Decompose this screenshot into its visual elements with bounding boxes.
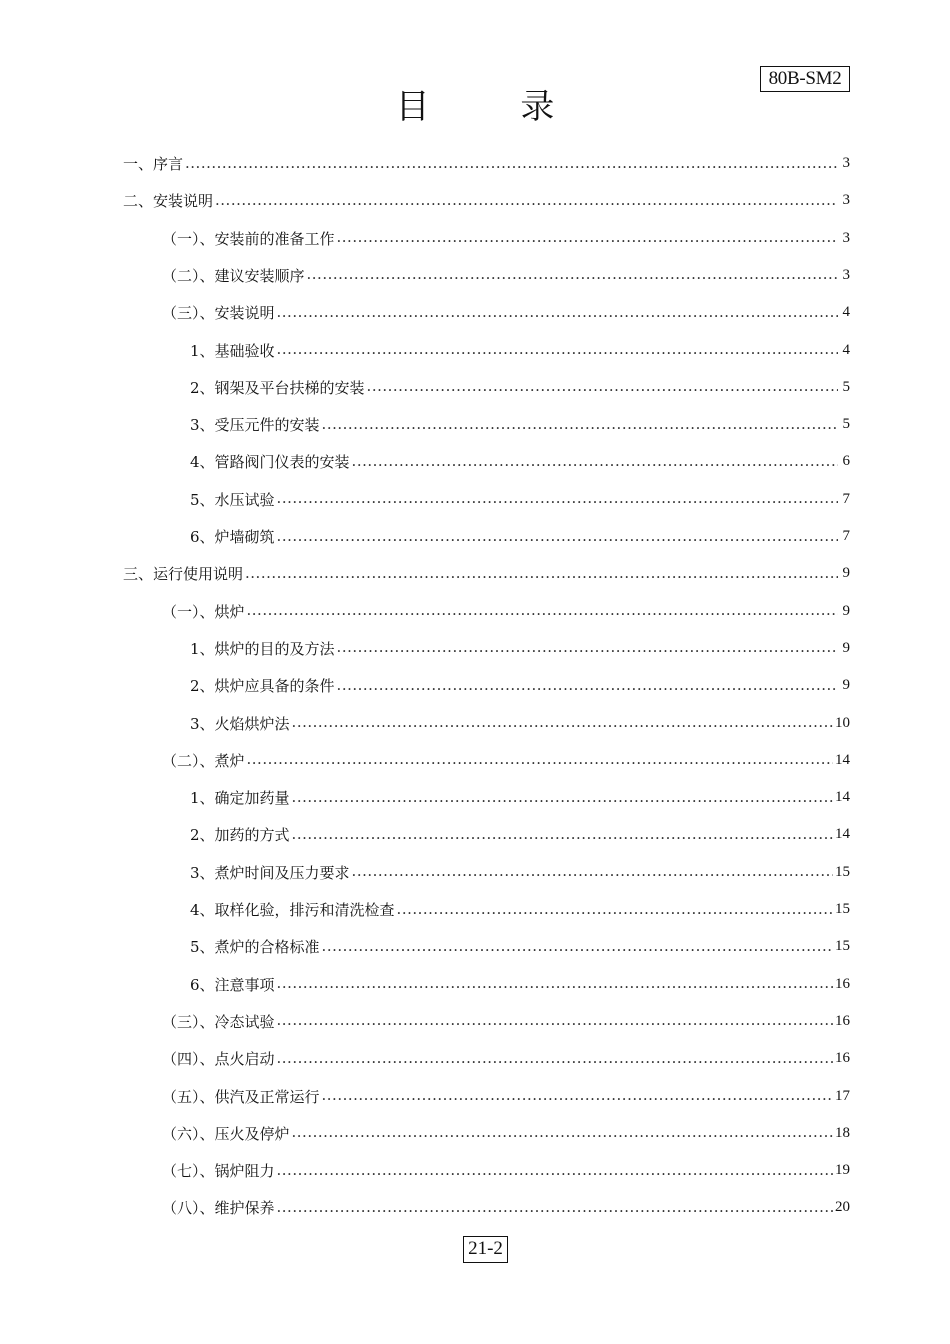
page-number-box: 21-2 bbox=[463, 1236, 508, 1263]
toc-entry-page: 9 bbox=[842, 602, 850, 619]
toc-entry-page: 6 bbox=[842, 453, 850, 470]
toc-entry bbox=[190, 816, 850, 853]
toc-entry-label: （四）、点火启动 bbox=[162, 1050, 275, 1069]
dot-leader bbox=[215, 195, 838, 211]
dot-leader bbox=[322, 419, 838, 435]
toc-entry bbox=[190, 443, 850, 480]
dot-leader bbox=[247, 754, 833, 770]
toc-entry-label: 2、烘炉应具备的条件 bbox=[190, 677, 335, 696]
dot-leader bbox=[367, 381, 838, 397]
toc-entry-label: （一）、烘炉 bbox=[162, 602, 245, 621]
toc-entry-page: 15 bbox=[835, 938, 850, 955]
toc-entry bbox=[162, 742, 850, 779]
dot-leader bbox=[247, 605, 838, 621]
dot-leader bbox=[307, 269, 838, 285]
dot-leader bbox=[277, 1165, 833, 1181]
toc-entry bbox=[190, 779, 850, 816]
dot-leader bbox=[292, 1127, 833, 1143]
toc-entry-page: 9 bbox=[842, 565, 850, 582]
toc-entry-label: 4、管路阀门仪表的安装 bbox=[190, 453, 350, 472]
toc-entry-page: 16 bbox=[835, 975, 850, 992]
toc-entry bbox=[123, 145, 850, 182]
dot-leader bbox=[352, 456, 838, 472]
toc-entry-page: 4 bbox=[842, 341, 850, 358]
toc-entry-label: （七）、锅炉阻力 bbox=[162, 1162, 275, 1181]
dot-leader bbox=[292, 792, 833, 808]
toc-entry-label: 3、受压元件的安装 bbox=[190, 416, 320, 435]
toc-entry bbox=[190, 854, 850, 891]
toc-entry bbox=[162, 294, 850, 331]
toc-entry bbox=[190, 891, 850, 928]
dot-leader bbox=[337, 642, 838, 658]
toc-entry-label: 5、水压试验 bbox=[190, 490, 275, 509]
dot-leader bbox=[277, 531, 838, 547]
toc-entry bbox=[190, 332, 850, 369]
toc-entry-page: 3 bbox=[842, 155, 850, 171]
dot-leader bbox=[277, 493, 838, 509]
toc-entry-label: （五）、供汽及正常运行 bbox=[162, 1087, 320, 1106]
toc-entry-label: 2、加药的方式 bbox=[190, 826, 290, 845]
toc-entry-label: 5、煮炉的合格标准 bbox=[190, 938, 320, 957]
dot-leader bbox=[292, 717, 833, 733]
toc-entry-label: 1、基础验收 bbox=[190, 341, 275, 360]
dot-leader bbox=[337, 680, 838, 696]
toc-entry-label: 6、注意事项 bbox=[190, 975, 275, 994]
toc-entry-label: 3、煮炉时间及压力要求 bbox=[190, 863, 350, 882]
toc-entry-label: 2、钢架及平台扶梯的安装 bbox=[190, 378, 365, 397]
toc-entry bbox=[123, 182, 850, 219]
toc-entry-page: 7 bbox=[842, 528, 850, 544]
toc-entry bbox=[190, 481, 850, 518]
toc-entry bbox=[190, 667, 850, 704]
toc-entry bbox=[190, 406, 850, 443]
dot-leader bbox=[277, 1053, 833, 1069]
toc-entry bbox=[190, 630, 850, 667]
toc-entry-page: 3 bbox=[842, 192, 850, 209]
toc-entry-page: 18 bbox=[835, 1124, 850, 1141]
toc-entry-page: 9 bbox=[842, 639, 850, 656]
toc-entry bbox=[190, 369, 850, 406]
toc-entry-page: 9 bbox=[842, 677, 850, 694]
toc-entry bbox=[162, 1040, 850, 1077]
toc-entry-label: 1、烘炉的目的及方法 bbox=[190, 639, 335, 658]
dot-leader bbox=[277, 978, 833, 994]
dot-leader bbox=[397, 904, 833, 920]
toc-entry-label: （二）、建议安装顺序 bbox=[162, 266, 305, 285]
dot-leader bbox=[352, 866, 833, 882]
toc-entry-label: （二）、煮炉 bbox=[162, 751, 245, 770]
toc-entry-page: 16 bbox=[835, 1012, 850, 1029]
toc-entry-label: 4、取样化验，排污和清洗检查 bbox=[190, 901, 395, 919]
toc-entry-page: 20 bbox=[835, 1199, 850, 1216]
toc-entry bbox=[190, 705, 850, 742]
toc-entry-page: 15 bbox=[835, 863, 850, 880]
toc-entry bbox=[162, 1115, 850, 1152]
dot-leader bbox=[245, 568, 838, 584]
dot-leader bbox=[277, 1015, 833, 1031]
dot-leader bbox=[292, 829, 833, 845]
toc-entry-page: 7 bbox=[842, 490, 850, 507]
toc-entry-page: 5 bbox=[842, 416, 850, 433]
dot-leader bbox=[185, 158, 838, 174]
toc-entry bbox=[123, 555, 850, 592]
toc-entry bbox=[162, 593, 850, 630]
toc-entry-label: （八）、维护保养 bbox=[162, 1199, 275, 1218]
toc-entry-label: 一、序言 bbox=[123, 155, 184, 173]
document-code-box: 80B-SM2 bbox=[760, 66, 850, 92]
dot-leader bbox=[322, 941, 833, 957]
toc-entry-page: 3 bbox=[842, 266, 850, 283]
dot-leader bbox=[322, 1090, 833, 1106]
page-title: 目 录 bbox=[395, 87, 595, 127]
toc-entry-page: 10 bbox=[835, 714, 850, 731]
toc-entry-page: 14 bbox=[835, 751, 850, 768]
toc-entry-label: 6、炉墙砌筑 bbox=[190, 528, 275, 546]
toc-entry bbox=[162, 1189, 850, 1226]
toc-entry-page: 3 bbox=[842, 229, 850, 246]
toc-entry bbox=[190, 928, 850, 965]
toc-entry bbox=[162, 1078, 850, 1115]
toc-entry bbox=[162, 257, 850, 294]
toc-entry-label: （一）、安装前的准备工作 bbox=[162, 229, 335, 248]
toc-entry bbox=[190, 966, 850, 1003]
toc-entry-label: （三）、冷态试验 bbox=[162, 1012, 275, 1031]
toc-entry bbox=[162, 1003, 850, 1040]
toc-entry-label: 1、确定加药量 bbox=[190, 789, 290, 808]
toc-entry-label: 三、运行使用说明 bbox=[123, 565, 244, 584]
dot-leader bbox=[337, 232, 838, 248]
toc-entry-label: （三）、安装说明 bbox=[162, 304, 275, 323]
toc-entry-page: 16 bbox=[835, 1050, 850, 1067]
toc-entry-label: 3、火焰烘炉法 bbox=[190, 714, 290, 733]
toc-entry bbox=[162, 220, 850, 257]
dot-leader bbox=[277, 1202, 833, 1218]
toc-entry-label: 二、安装说明 bbox=[123, 192, 214, 211]
toc-entry-page: 17 bbox=[835, 1087, 850, 1104]
toc-entry-page: 4 bbox=[842, 304, 850, 321]
toc-entry-page: 14 bbox=[835, 789, 850, 806]
toc-entry-label: （六）、压火及停炉 bbox=[162, 1124, 290, 1143]
dot-leader bbox=[277, 344, 838, 360]
toc-entry-page: 14 bbox=[835, 826, 850, 843]
toc-entry bbox=[190, 518, 850, 555]
toc-entry bbox=[162, 1152, 850, 1189]
dot-leader bbox=[277, 307, 838, 323]
toc-entry-page: 19 bbox=[835, 1162, 850, 1179]
toc-entry-page: 5 bbox=[842, 378, 850, 395]
toc-entry-page: 15 bbox=[835, 901, 850, 917]
